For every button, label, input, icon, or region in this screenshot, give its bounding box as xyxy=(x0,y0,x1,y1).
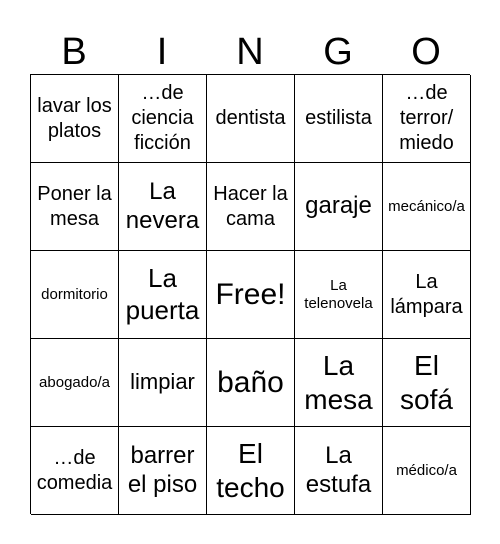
bingo-cell-r2c1[interactable]: Poner la mesa xyxy=(31,163,119,251)
bingo-cell-r1c3[interactable]: dentista xyxy=(207,75,295,163)
bingo-cell-r2c4[interactable]: garaje xyxy=(295,163,383,251)
bingo-cell-r2c3[interactable]: Hacer la cama xyxy=(207,163,295,251)
bingo-board xyxy=(30,74,470,514)
header-letter-b: B xyxy=(61,31,87,73)
bingo-header xyxy=(30,30,470,74)
bingo-cell-r2c2[interactable]: La nevera xyxy=(119,163,207,251)
bingo-cell-r3c1[interactable]: dormitorio xyxy=(31,251,119,339)
header-letter-g: G xyxy=(323,31,353,73)
bingo-cell-r3c2[interactable]: La puerta xyxy=(119,251,207,339)
bingo-cell-r3c3-free[interactable]: Free! xyxy=(207,251,295,339)
bingo-cell-r1c1[interactable]: lavar los platos xyxy=(31,75,119,163)
bingo-cell-r1c4[interactable]: estilista xyxy=(295,75,383,163)
bingo-cell-r4c5[interactable]: El sofá xyxy=(383,339,471,427)
header-letter-i: I xyxy=(156,31,168,73)
bingo-cell-r3c5[interactable]: La lámpara xyxy=(383,251,471,339)
bingo-cell-r4c3[interactable]: baño xyxy=(207,339,295,427)
bingo-cell-r4c2[interactable]: limpiar xyxy=(119,339,207,427)
bingo-cell-r4c1[interactable]: abogado/a xyxy=(31,339,119,427)
bingo-cell-r5c5[interactable]: médico/a xyxy=(383,427,471,515)
bingo-cell-r2c5[interactable]: mecánico/a xyxy=(383,163,471,251)
bingo-cell-r1c2[interactable]: …de ciencia ficción xyxy=(119,75,207,163)
bingo-cell-r5c3[interactable]: El techo xyxy=(207,427,295,515)
bingo-cell-r4c4[interactable]: La mesa xyxy=(295,339,383,427)
bingo-cell-r1c5[interactable]: …de terror/ miedo xyxy=(383,75,471,163)
header-letter-o: O xyxy=(411,31,441,73)
bingo-cell-r3c4[interactable]: La telenovela xyxy=(295,251,383,339)
bingo-cell-r5c1[interactable]: …de comedia xyxy=(31,427,119,515)
header-letter-n: N xyxy=(236,31,264,73)
bingo-cell-r5c2[interactable]: barrer el piso xyxy=(119,427,207,515)
bingo-cell-r5c4[interactable]: La estufa xyxy=(295,427,383,515)
